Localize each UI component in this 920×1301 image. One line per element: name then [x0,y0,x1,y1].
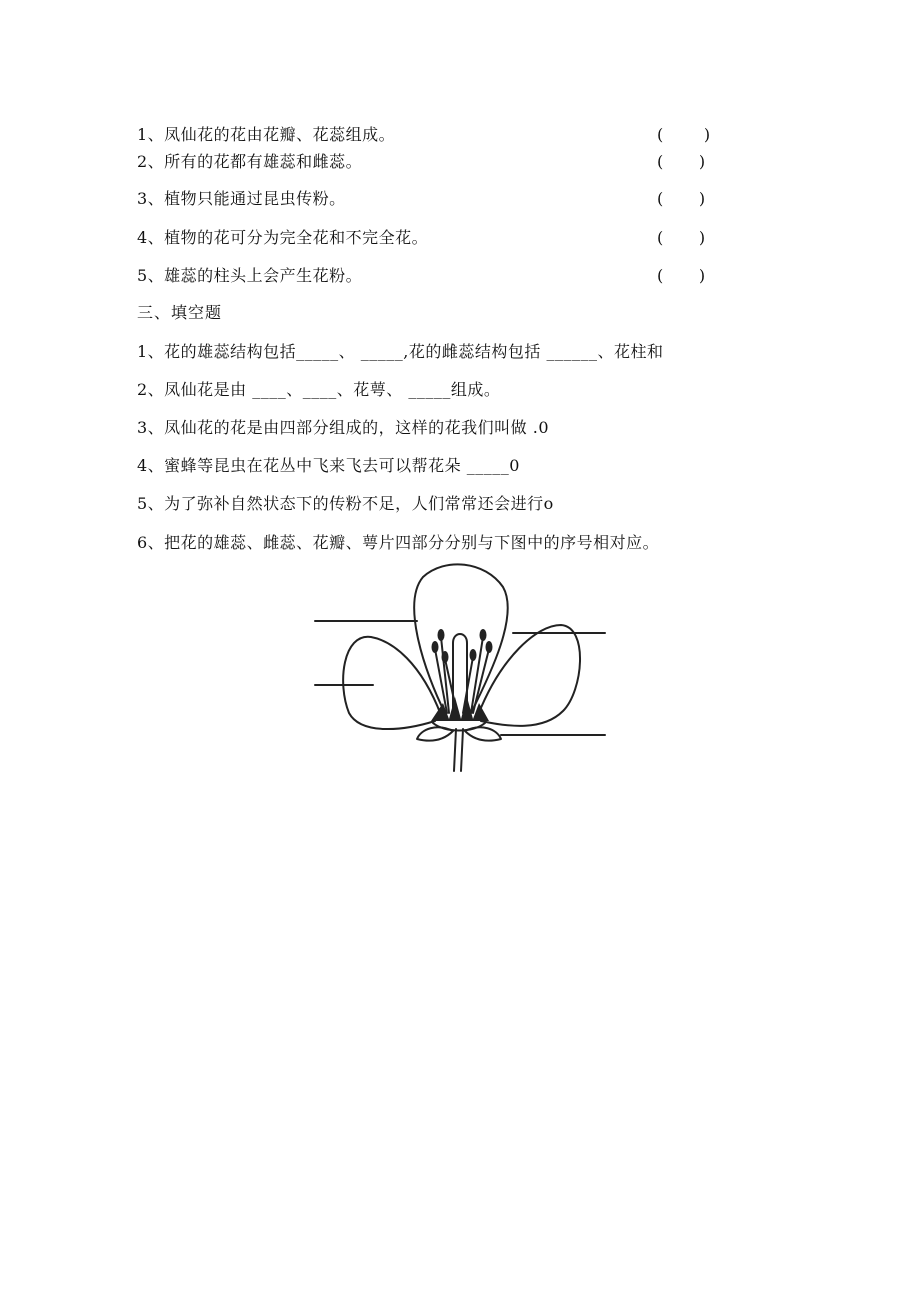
fill-item-4: 4、蜜蜂等昆虫在花丛中飞来飞去可以帮花朵 _____0 [137,456,520,475]
right-petal [478,625,580,726]
answer-paren-5[interactable]: ( ) [657,266,706,285]
judge-item-5: 5、雄蕊的柱头上会产生花粉。 [137,266,363,285]
judge-item-4: 4、植物的花可分为完全花和不完全花。 [137,228,429,247]
answer-paren-3[interactable]: ( ) [657,189,706,208]
answer-paren-2[interactable]: ( ) [657,152,706,171]
answer-paren-4[interactable]: ( ) [657,228,706,247]
judge-item-3: 3、植物只能通过昆虫传粉。 [137,189,346,208]
fill-item-5: 5、为了弥补自然状态下的传粉不足，人们常常还会进行o [137,494,554,513]
left-petal [343,637,441,729]
judge-item-1: 1、凤仙花的花由花瓣、花蕊组成。 [137,125,396,144]
fill-item-1: 1、花的雄蕊结构包括_____、 _____,花的雌蕊结构包括 ______、花柱和 [137,342,664,361]
section-heading-fill-blank: 三、填空题 [137,303,223,322]
stem [454,729,456,771]
flower-structure-icon [313,563,608,775]
judge-item-2: 2、所有的花都有雄蕊和雌蕊。 [137,152,363,171]
fill-item-3: 3、凤仙花的花是由四部分组成的，这样的花我们叫做 .0 [137,418,550,437]
answer-paren-1[interactable]: ( ) [657,125,711,144]
fill-item-2: 2、凤仙花是由 ____、____、花萼、 _____组成。 [137,380,501,399]
top-petal [414,564,508,713]
fill-item-6: 6、把花的雄蕊、雌蕊、花瓣、萼片四部分分别与下图中的序号相对应。 [137,533,660,552]
